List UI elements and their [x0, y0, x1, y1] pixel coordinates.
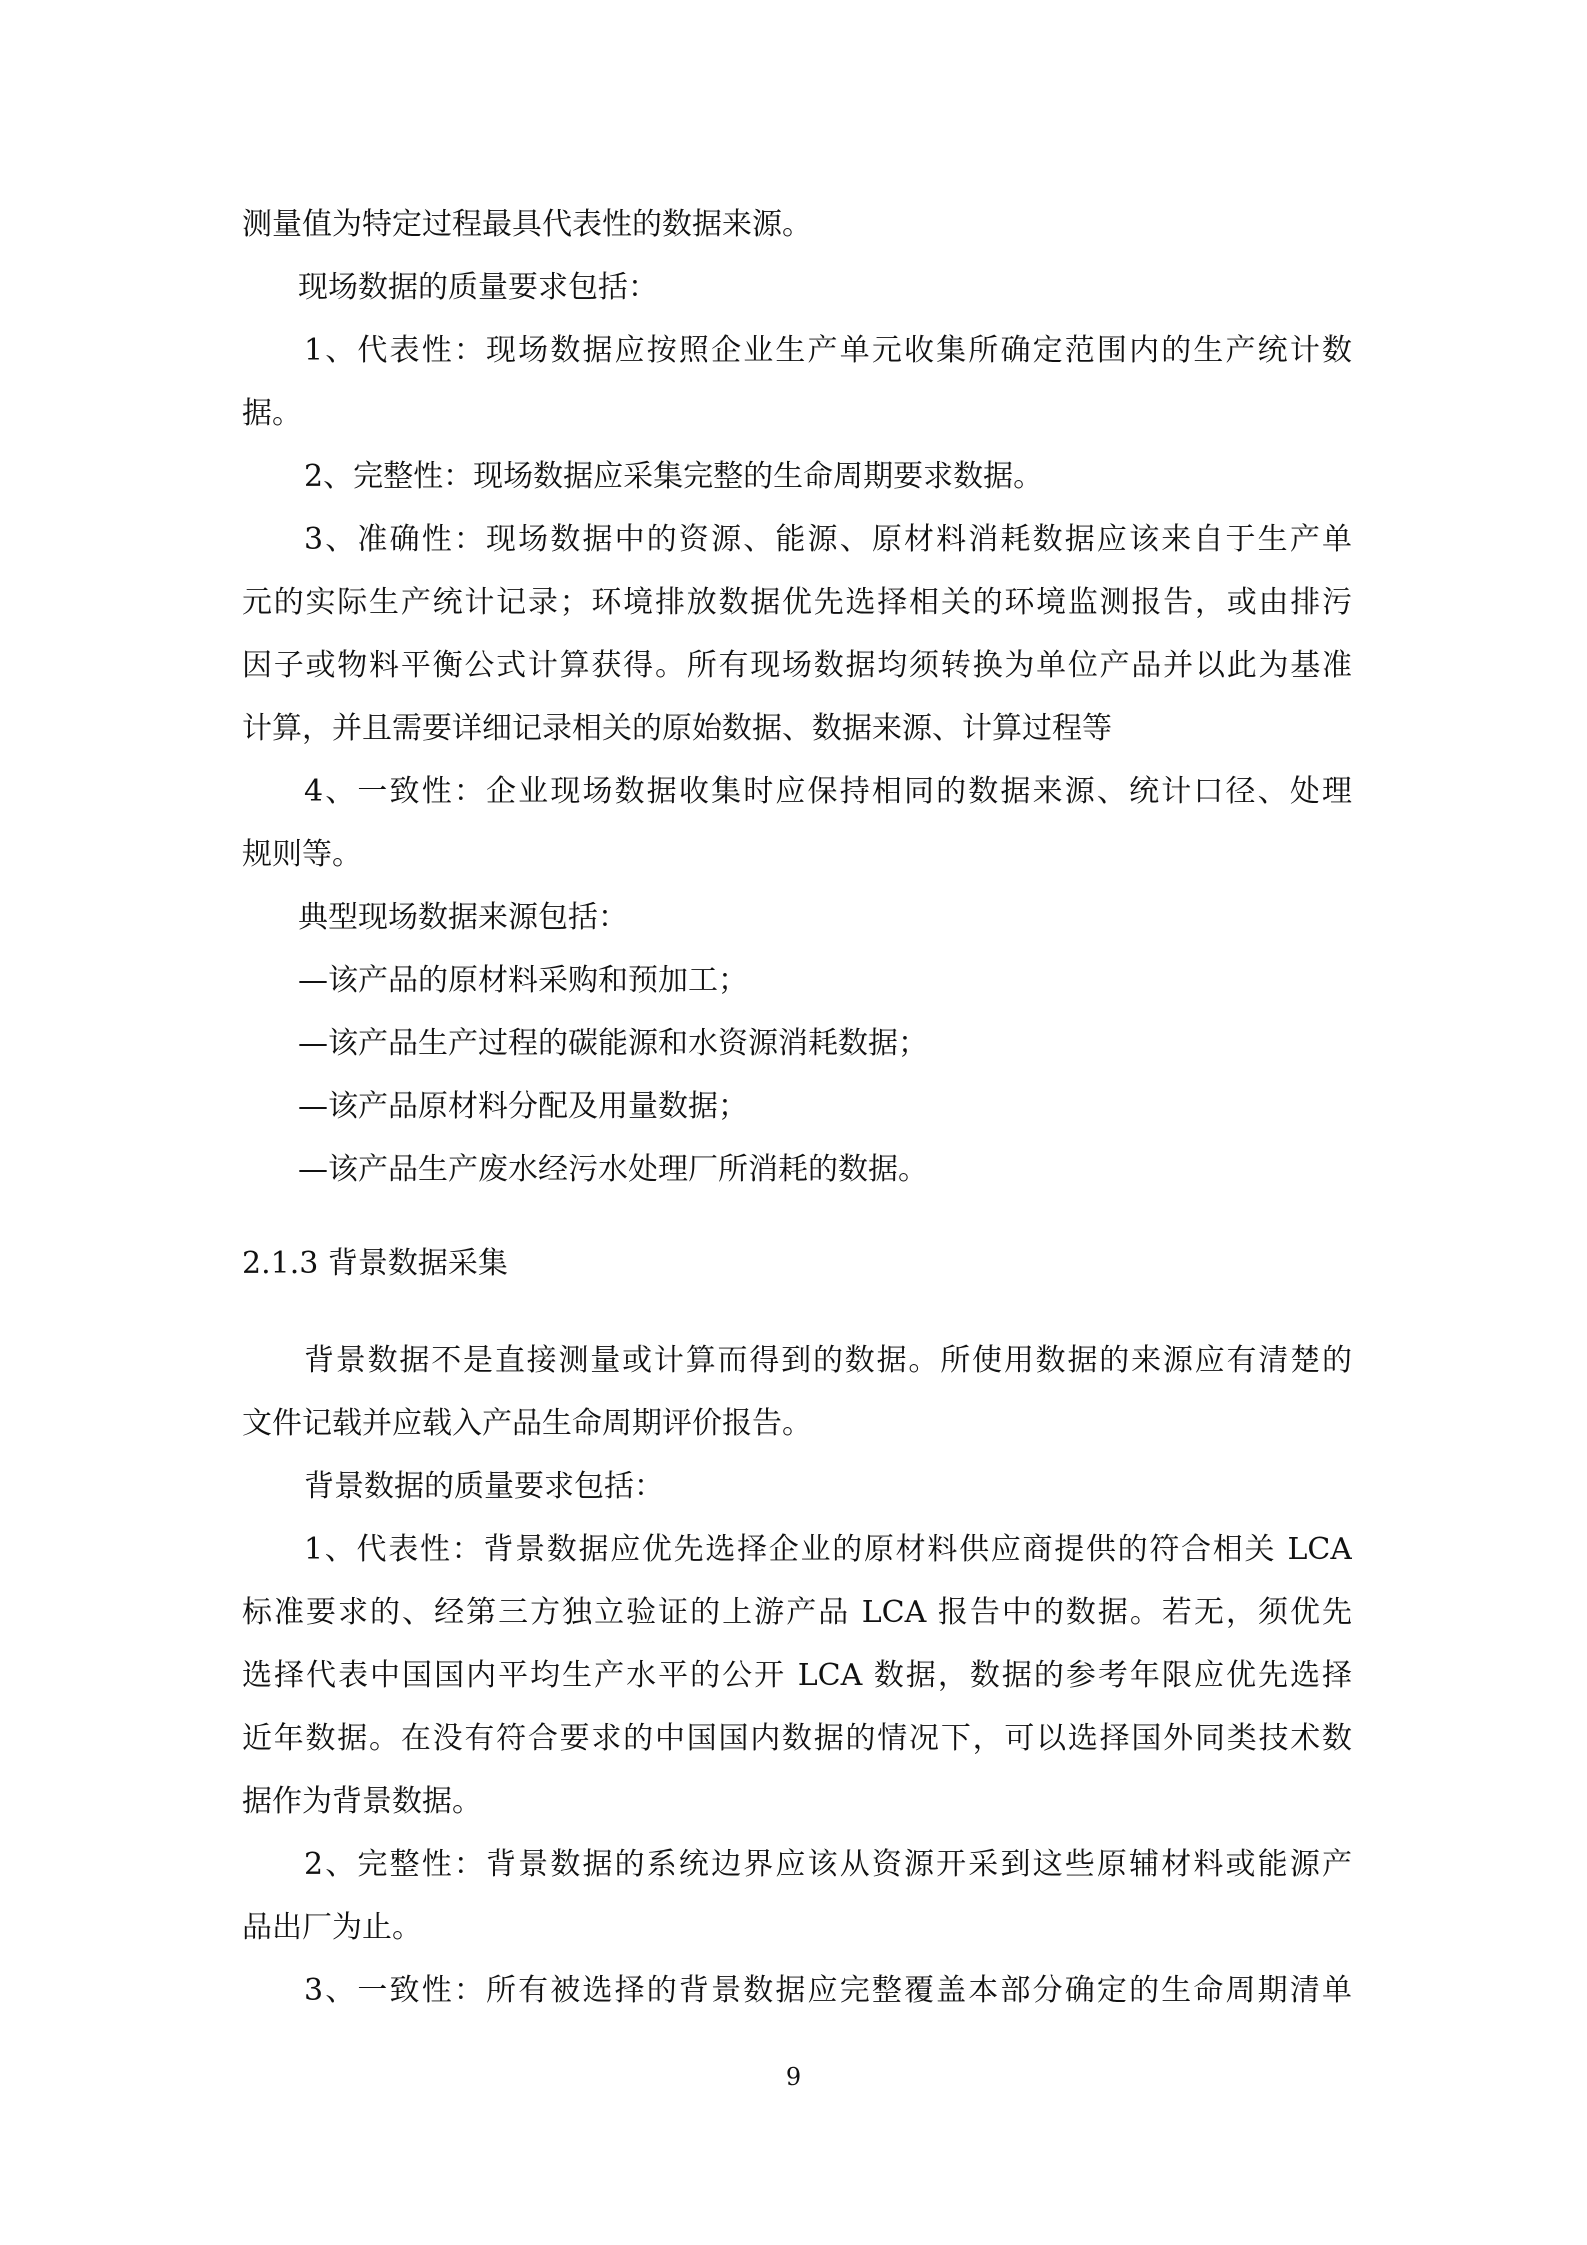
list-item: —该产品原材料分配及用量数据； [298, 1089, 748, 1124]
text-line: 据。 [242, 396, 302, 431]
page-number: 9 [785, 2063, 802, 2091]
text-line: 规则等。 [242, 837, 362, 872]
text-line: 文件记载并应载入产品生命周期评价报告。 [242, 1406, 812, 1441]
text-line: 2、完整性：现场数据应采集完整的生命周期要求数据。 [304, 459, 1044, 494]
text-line: 近年数据。在没有符合要求的中国国内数据的情况下，可以选择国外同类技术数 [242, 1721, 1352, 1756]
text-line: 1、代表性：背景数据应优先选择企业的原材料供应商提供的符合相关 LCA [304, 1532, 1352, 1567]
text-line: 计算，并且需要详细记录相关的原始数据、数据来源、计算过程等 [242, 711, 1112, 746]
list-item: —该产品生产过程的碳能源和水资源消耗数据； [298, 1026, 928, 1061]
text-line: 背景数据的质量要求包括： [304, 1469, 664, 1504]
text-line: 现场数据的质量要求包括： [298, 270, 658, 305]
list-item: —该产品生产废水经污水处理厂所消耗的数据。 [298, 1152, 928, 1187]
text-line: 背景数据不是直接测量或计算而得到的数据。所使用数据的来源应有清楚的 [304, 1343, 1352, 1378]
text-line: 1、代表性：现场数据应按照企业生产单元收集所确定范围内的生产统计数 [304, 333, 1352, 368]
text-line: 4、一致性：企业现场数据收集时应保持相同的数据来源、统计口径、处理 [304, 774, 1352, 809]
section-heading: 2.1.3 背景数据采集 [242, 1246, 508, 1281]
text-line: 品出厂为止。 [242, 1910, 422, 1945]
text-line: 2、完整性：背景数据的系统边界应该从资源开采到这些原辅材料或能源产 [304, 1847, 1352, 1882]
text-line: 据作为背景数据。 [242, 1784, 482, 1819]
text-line: 典型现场数据来源包括： [298, 900, 628, 935]
text-line: 元的实际生产统计记录；环境排放数据优先选择相关的环境监测报告，或由排污 [242, 585, 1352, 620]
list-item: —该产品的原材料采购和预加工； [298, 963, 748, 998]
text-line: 3、一致性：所有被选择的背景数据应完整覆盖本部分确定的生命周期清单 [304, 1973, 1352, 2008]
text-line: 标准要求的、经第三方独立验证的上游产品 LCA 报告中的数据。若无，须优先 [242, 1595, 1352, 1630]
text-line: 3、准确性：现场数据中的资源、能源、原材料消耗数据应该来自于生产单 [304, 522, 1352, 557]
text-line: 测量值为特定过程最具代表性的数据来源。 [242, 207, 812, 242]
text-line: 选择代表中国国内平均生产水平的公开 LCA 数据，数据的参考年限应优先选择 [242, 1658, 1352, 1693]
text-line: 因子或物料平衡公式计算获得。所有现场数据均须转换为单位产品并以此为基准 [242, 648, 1352, 683]
